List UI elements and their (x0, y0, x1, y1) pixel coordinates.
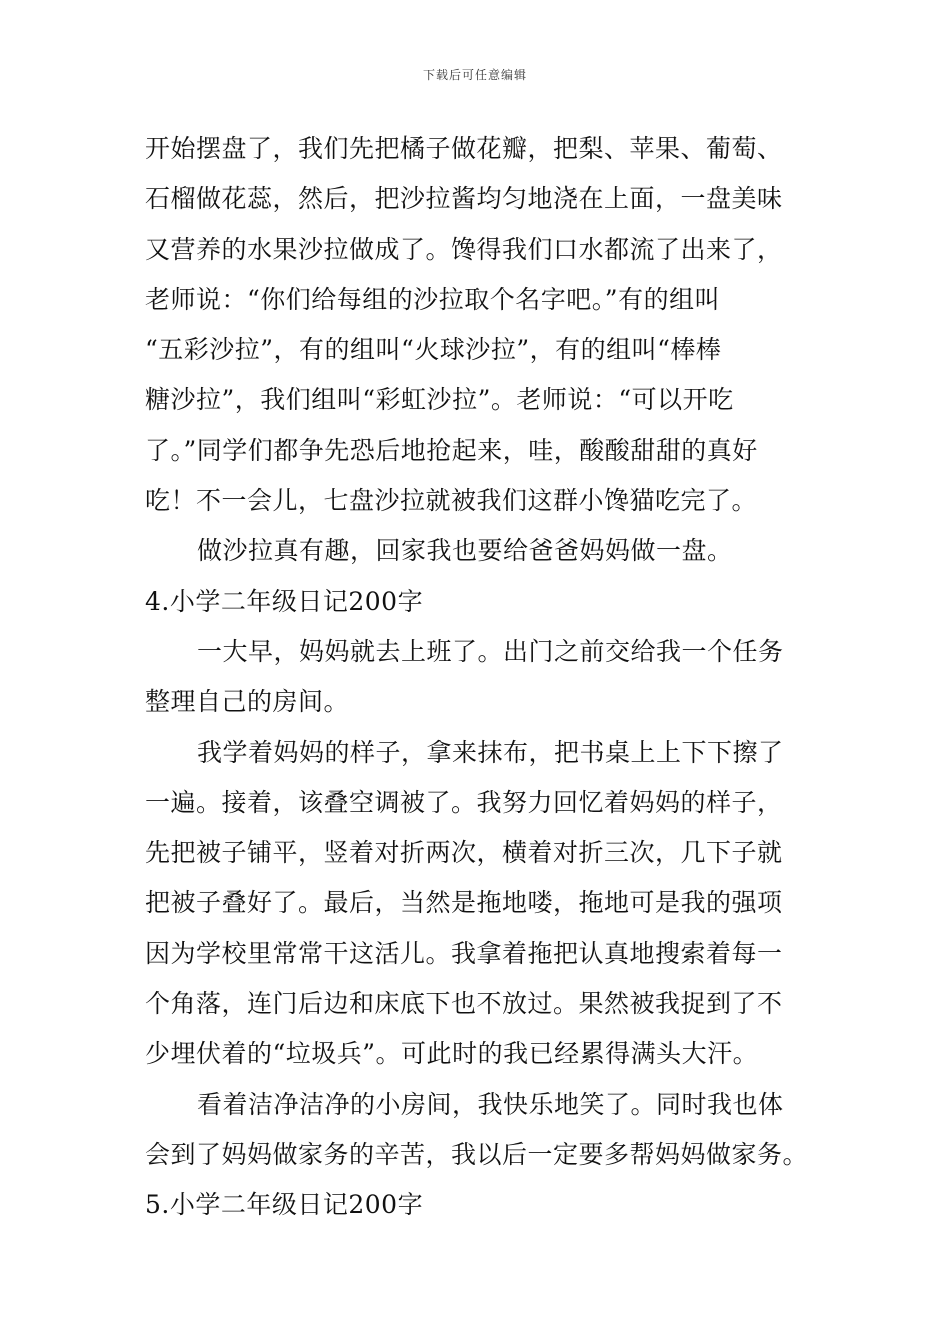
text-line: 开始摆盘了，我们先把橘子做花瓣，把梨、苹果、葡萄、 (145, 134, 783, 163)
text-line: 个角落，连门后边和床底下也不放过。果然被我捉到了不 (145, 989, 783, 1019)
text-line: 吃！不一会儿，七盘沙拉就被我们这群小馋猫吃完了。 (145, 486, 758, 516)
text-line: 了。”同学们都争先恐后地抢起来，哇，酸酸甜甜的真好 (145, 435, 758, 465)
text-line: 先把被子铺平，竖着对折两次，横着对折三次，几下子就 (145, 838, 783, 868)
paragraph-first-line: 看着洁净洁净的小房间，我快乐地笑了。同时我也体 (197, 1089, 784, 1119)
section-heading: 4.小学二年级日记200字 (145, 586, 424, 616)
text-line: 又营养的水果沙拉做成了。馋得我们口水都流了出来了， (145, 234, 783, 264)
paragraph-first-line: 一大早，妈妈就去上班了。出门之前交给我一个任务 (197, 636, 784, 666)
text-line: 石榴做花蕊，然后，把沙拉酱均匀地浇在上面，一盘美味 (145, 184, 783, 214)
text-line: 一遍。接着，该叠空调被了。我努力回忆着妈妈的样子， (145, 787, 783, 817)
page-header: 下载后可任意编辑 (422, 68, 527, 82)
paragraph-first-line: 做沙拉真有趣，回家我也要给爸爸妈妈做一盘。 (197, 536, 733, 566)
text-line: 因为学校里常常干这活儿。我拿着拖把认真地搜索着每一 (145, 938, 783, 968)
text-line: 整理自己的房间。 (145, 687, 350, 717)
text-line: “五彩沙拉”，有的组叫“火球沙拉”，有的组叫“棒棒 (145, 335, 722, 365)
text-line: 会到了妈妈做家务的辛苦，我以后一定要多帮妈妈做家务。 (145, 1139, 809, 1169)
text-line: 少埋伏着的“垃圾兵”。可此时的我已经累得满头大汗。 (145, 1039, 759, 1069)
text-line: 糖沙拉”，我们组叫“彩虹沙拉”。老师说：“可以开吃 (145, 385, 734, 415)
paragraph-first-line: 我学着妈妈的样子，拿来抹布，把书桌上上下下擦了 (197, 737, 784, 767)
text-line: 老师说：“你们给每组的沙拉取个名字吧。”有的组叫 (145, 284, 721, 314)
section-heading: 5.小学二年级日记200字 (145, 1190, 424, 1220)
text-line: 把被子叠好了。最后，当然是拖地喽，拖地可是我的强项 (145, 888, 783, 918)
document-body (145, 124, 807, 1231)
